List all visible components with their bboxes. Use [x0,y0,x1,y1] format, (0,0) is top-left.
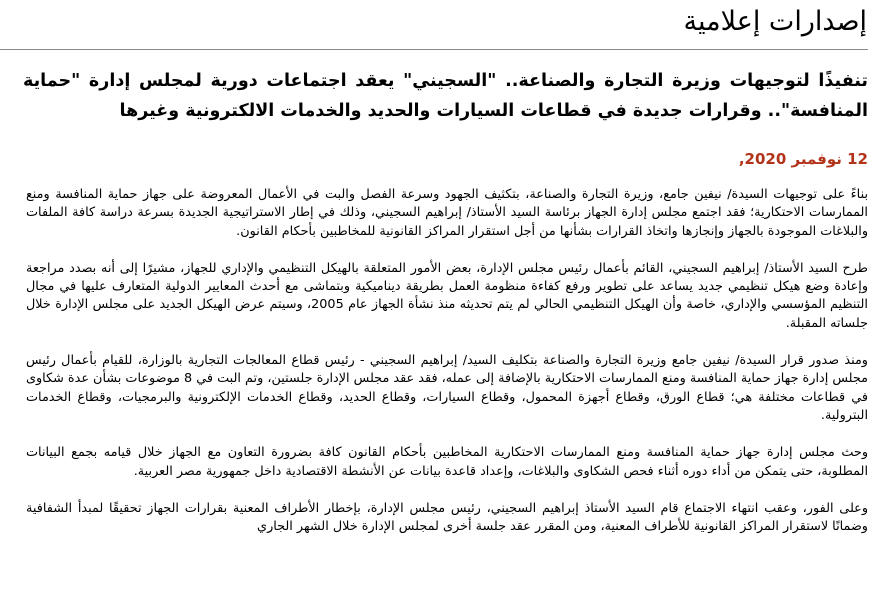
paragraph-5: وعلى الفور، وعقب انتهاء الاجتماع قام السيد الأستاذ إبراهيم السجيني، رئيس مجلس الإدارة، بإخطار الأطراف المعنية بقرارات الجهاز تحقيقًا لمبدأ الشفافية وضمانًا لاستقرار المراكز القانونية للأطراف المعنية، ومن المقرر عقد جلسة أخرى لمجلس الإدارة خلال الشهر الجاري [26,500,868,535]
article-date: 12 نوفمبر 2020, [738,150,868,168]
article-body [26,186,868,555]
paragraph-4: وحث مجلس إدارة جهاز حماية المنافسة ومنع الممارسات الاحتكارية المخاطبين بأحكام القانون كافة بضرورة التعاون مع الجهاز خلال قيامه بجمع البيانات المطلوبة، حتى يتمكن من أداء دوره أثناء فحص الشكاوى والبلاغات، وإعداد قاعدة بيانات عن الأنشطة الاقتصادية داخل جمهورية مصر العربية. [26,445,868,479]
article-headline: تنفيذًا لتوجيهات وزيرة التجارة والصناعة.. "السجيني" يعقد اجتماعات دورية لمجلس إدارة "حماية المنافسة".. وقرارات جديدة في قطاعات السيارات والحديد والخدمات الالكترونية وغيرها [23,71,868,121]
paragraph-2: طرح السيد الأستاذ/ إبراهيم السجيني، القائم بأعمال رئيس مجلس الإدارة، بعض الأمور المتعلقة بالهيكل التنظيمي والإداري للجهاز، مشيرًا إلى أنه بصدد مراجعة وإعادة وضع هيكل تنظيمي جديد يساعد على تطوير ورفع كفاءة منظومة العمل بطريقة ديناميكية وبتماشى مع أحدث المعايير الدولية المتعارف عليها في مجال التنظيم المؤسسي والإداري، خاصة وأن الهيكل التنظيمي الحالي لم يتم تحديثه منذ نشأة الجهاز عام 2005، وسيتم عرض الهيكل الجديد على مجلس الإدارة خلال جلساته المقبلة. [26,260,868,331]
paragraph-1: بناءً على توجيهات السيدة/ نيفين جامع، وزيرة التجارة والصناعة، بتكثيف الجهود وسرعة الفصل والبت في الأعمال المعروضة على جهاز حماية المنافسة ومنع الممارسات الاحتكارية؛ فقد اجتمع مجلس إدارة الجهاز برئاسة السيد الأستاذ/ إبراهيم السجيني، وذلك في إطار الاستراتيجية الجديدة بسرعة دراسة كافة الملفات والبلاغات الموجودة بالجهاز وإنجازها واتخاذ القرارات بشأنها من أجل استقرار المراكز القانونية للمخاطبين بأحكام القانون. [26,187,868,239]
title-divider [0,49,868,50]
paragraph-3: ومنذ صدور قرار السيدة/ نيفين جامع وزيرة التجارة والصناعة بتكليف السيد/ إبراهيم السجيني - رئيس قطاع المعالجات التجارية بالوزارة، للقيام بأعمال رئيس مجلس إدارة جهاز حماية المنافسة ومنع الممارسات الاحتكارية بالإضافة إلى عمله، فقد عقد مجلس الإدارة جلستين، وتم البت في 8 موضوعات بشأن عدة شكاوى في قطاعات مختلفة هي؛ قطاع الورق، وقطاع أجهزة المحمول، وقطاع السيارات، وقطاع الحديد، وقطاع الخدمات الإلكترونية والبرمجيات، وقطاع الخدمات البترولية. [25,353,868,423]
section-title: إصدارات إعلامية [683,6,867,37]
